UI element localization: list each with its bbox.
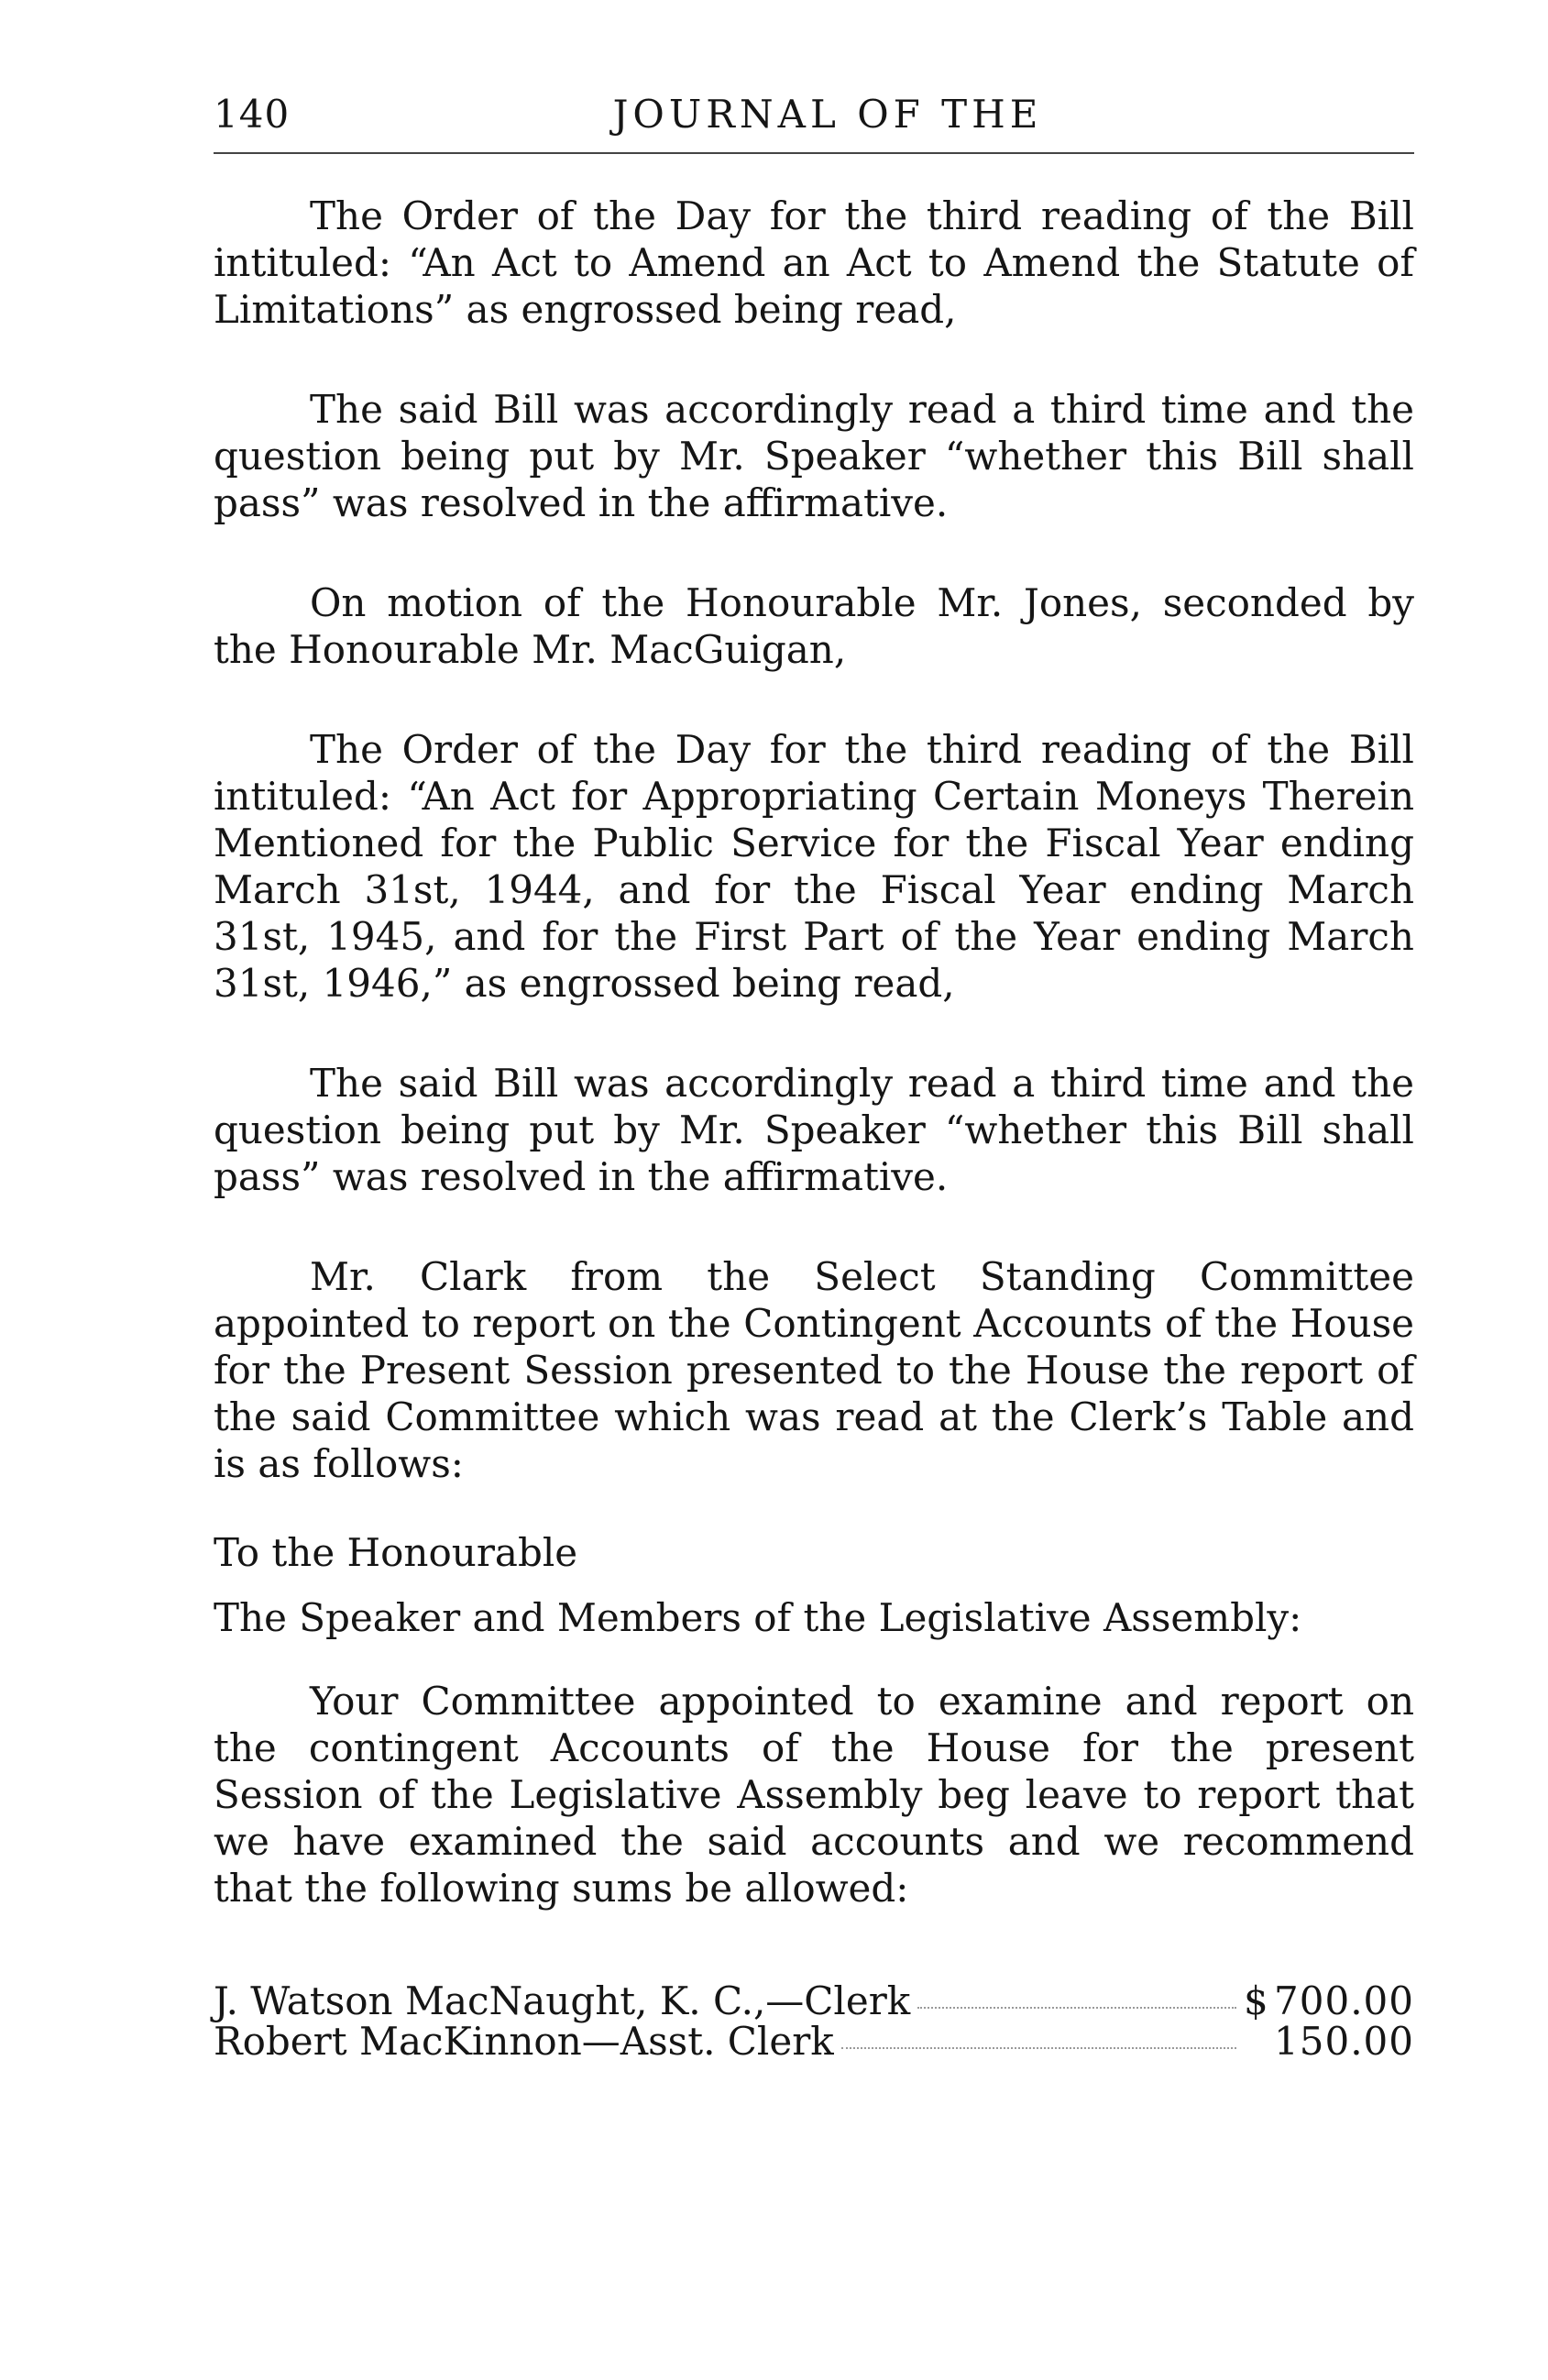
dot-leader [917, 2007, 1236, 2009]
paragraph-committee-report-intro: Mr. Clark from the Select Standing Committee appointed to report on the Contingent Accounts of the House for the Present Session presented to the House the report of the said Committee which was read at the Clerk’s Table and is as follows: [214, 1254, 1414, 1486]
paragraph-third-reading-limitations: The Order of the Day for the third reading of the Bill intituled: “An Act to Amend an Act to Amend the Statute of Limitations” as engrossed being read, [214, 193, 1414, 332]
paragraph-motion: On motion of the Honourable Mr. Jones, seconded by the Honourable Mr. MacGuigan, [214, 580, 1414, 672]
dot-leader [841, 2047, 1236, 2049]
ledger-row [214, 1978, 1414, 2023]
page-number: 140 [214, 92, 291, 137]
ledger-name: Robert MacKinnon—Asst. Clerk [214, 2019, 834, 2064]
paragraph-bill-passed-2: The said Bill was accordingly read a third time and the question being put by Mr. Speaker “whether this Bill shall pass” was resolved in the affirmative. [214, 1061, 1414, 1199]
page-header [214, 92, 1414, 156]
ledger-name: J. Watson MacNaught, K. C.,—Clerk [214, 1978, 911, 2023]
address-line-2: The Speaker and Members of the Legislative Assembly: [214, 1595, 1302, 1640]
ledger-amount: 700.00 [1274, 1978, 1414, 2023]
accounts-ledger [214, 1978, 1414, 2064]
ledger-row [214, 2018, 1414, 2064]
running-head: JOURNAL OF THE [612, 92, 1043, 137]
page-body [214, 193, 1414, 2064]
address-block [214, 1529, 1414, 1641]
ledger-currency: $ [1244, 1978, 1268, 2023]
address-line-1: To the Honourable [214, 1530, 578, 1575]
header-rule [214, 152, 1414, 154]
paragraph-committee-report: Your Committee appointed to examine and report on the contingent Accounts of the House for the present Session of the Legislative Assembly beg leave to report that we have examined the said accounts and we recommend that the following sums be allowed: [214, 1679, 1414, 1911]
paragraph-third-reading-appropriation: The Order of the Day for the third reading of the Bill intituled: “An Act for Appropriating Certain Moneys Therein Mentioned for the Public Service for the Fiscal Year ending March 31st, 1944, and for the Fiscal Year ending March 31st, 1945, and for the First Part of the Year ending March 31st, 1946,” as engrossed being read, [214, 727, 1414, 1006]
ledger-amount: 150.00 [1274, 2019, 1414, 2064]
paragraph-bill-passed-1: The said Bill was accordingly read a third time and the question being put by Mr. Speaker “whether this Bill shall pass” was resolved in the affirmative. [214, 387, 1414, 525]
